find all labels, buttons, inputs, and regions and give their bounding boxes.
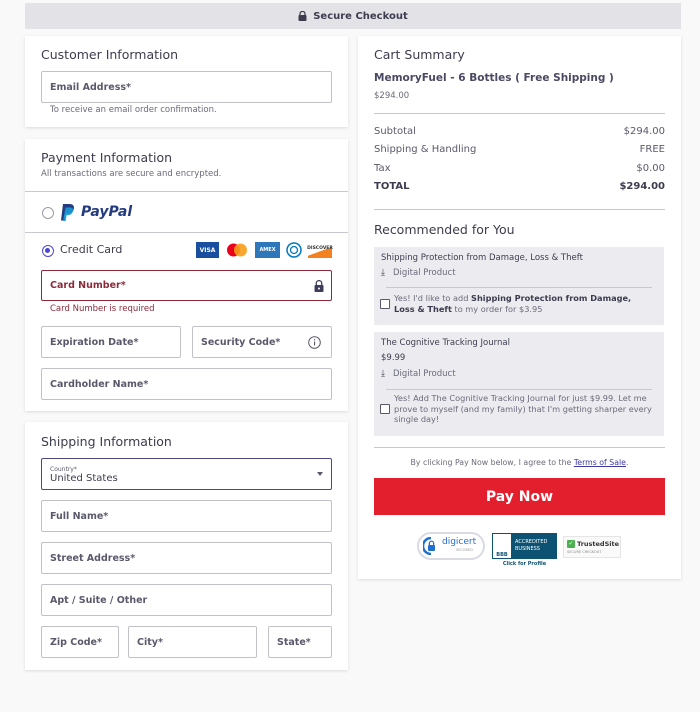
- email-field[interactable]: Email Address*: [41, 71, 332, 103]
- secure-checkout-bar: [25, 3, 681, 29]
- discover-icon: DISCOVER: [308, 242, 332, 258]
- amex-icon: AMEX: [255, 242, 280, 258]
- credit-card-label: Credit Card: [60, 243, 123, 256]
- diners-club-icon: [286, 242, 302, 258]
- recommendation-title: The Cognitive Tracking Journal: [381, 338, 510, 348]
- tax-row: Tax $0.00: [374, 163, 665, 174]
- paypal-radio[interactable]: [42, 207, 54, 219]
- payment-information-card: [25, 139, 348, 411]
- card-number-error: Card Number is required: [50, 304, 155, 314]
- bbb-logo-icon: BBB: [493, 534, 511, 558]
- paypal-logo-icon: [60, 203, 76, 222]
- divider: [374, 447, 665, 448]
- pay-now-button[interactable]: Pay Now: [374, 478, 665, 515]
- recommendation-title: Shipping Protection from Damage, Loss & Theft: [381, 253, 583, 263]
- city-field[interactable]: City*: [128, 626, 257, 658]
- digital-product-label: ⤓ Digital Product: [381, 369, 456, 379]
- paypal-label: PayPal: [81, 204, 133, 220]
- subtotal-row: Subtotal $294.00: [374, 126, 665, 137]
- download-icon: ⤓: [381, 268, 385, 278]
- lock-icon: [314, 280, 324, 292]
- secure-checkout-title: Secure Checkout: [313, 10, 408, 22]
- recommendation-price: $9.99: [381, 353, 406, 363]
- product-name: MemoryFuel - 6 Bottles ( Free Shipping ): [374, 72, 614, 84]
- digicert-lock-icon: [423, 537, 439, 555]
- divider: [374, 209, 665, 210]
- shipping-row: Shipping & Handling FREE: [374, 144, 665, 155]
- total-row: TOTAL $294.00: [374, 181, 665, 192]
- check-icon: ✓: [568, 540, 574, 547]
- mastercard-icon: [225, 242, 249, 258]
- country-value: United States: [50, 472, 118, 484]
- cognitive-journal-checkbox[interactable]: [380, 404, 390, 414]
- chevron-down-icon: [317, 472, 323, 476]
- credit-card-radio[interactable]: [42, 245, 54, 257]
- divider: [25, 191, 348, 192]
- card-brands: [196, 242, 332, 258]
- visa-icon: VISA: [196, 242, 219, 258]
- divider: [386, 287, 652, 288]
- card-number-field[interactable]: Card Number*: [41, 270, 332, 301]
- street-address-field[interactable]: Street Address*: [41, 542, 332, 574]
- payment-information-title: Payment Information: [41, 150, 173, 165]
- cardholder-name-field[interactable]: Cardholder Name*: [41, 368, 332, 400]
- full-name-field[interactable]: Full Name*: [41, 500, 332, 532]
- expiration-date-field[interactable]: Expiration Date*: [41, 326, 181, 358]
- payment-subtitle: All transactions are secure and encrypted.: [41, 169, 222, 179]
- recommended-title: Recommended for You: [374, 222, 515, 237]
- email-hint: To receive an email order confirmation.: [50, 105, 217, 115]
- product-price: $294.00: [374, 91, 410, 101]
- info-icon[interactable]: [308, 336, 321, 349]
- bbb-click-for-profile[interactable]: Click for Profile: [502, 561, 547, 567]
- state-field[interactable]: State*: [268, 626, 332, 658]
- download-icon: ⤓: [381, 369, 385, 379]
- cart-summary-card: [358, 36, 681, 579]
- country-label: Country*: [50, 465, 77, 473]
- digicert-badge[interactable]: digicert SECURED: [417, 532, 485, 560]
- terms-text: By clicking Pay Now below, I agree to the Terms of Sale.: [410, 458, 629, 467]
- shipping-information-card: [25, 422, 348, 670]
- shipping-protection-offer-text: Yes! I'd like to add Shipping Protection from Damage, Loss & Theft to my order for $3.95: [394, 293, 632, 314]
- divider: [25, 232, 348, 233]
- lock-icon: [298, 11, 307, 21]
- recommendation-cognitive-journal: [374, 332, 664, 436]
- shipping-protection-checkbox[interactable]: [380, 299, 390, 309]
- terms-of-sale-link[interactable]: Terms of Sale: [573, 458, 626, 467]
- country-select[interactable]: [41, 458, 332, 490]
- digital-product-label: ⤓ Digital Product: [381, 268, 456, 278]
- recommendation-shipping-protection: [374, 247, 664, 325]
- cart-summary-title: Cart Summary: [374, 47, 465, 62]
- divider: [386, 389, 652, 390]
- apt-suite-field[interactable]: Apt / Suite / Other: [41, 584, 332, 616]
- credit-card-option[interactable]: [41, 241, 332, 261]
- paypal-option[interactable]: [41, 201, 332, 225]
- security-code-field[interactable]: Security Code*: [192, 326, 332, 358]
- customer-information-title: Customer Information: [41, 47, 179, 62]
- customer-information-card: [25, 36, 348, 127]
- shipping-information-title: Shipping Information: [41, 434, 172, 449]
- cognitive-journal-offer-text: Yes! Add The Cognitive Tracking Journal for just $9.99. Let me prove to myself (and my family) that I'm getting sharper every single day!: [394, 393, 652, 424]
- trustedsite-badge[interactable]: ✓ TrustedSite SECURE CHECKOUT: [563, 536, 621, 558]
- bbb-badge[interactable]: BBB ACCREDITED BUSINESS: [492, 533, 557, 559]
- zip-code-field[interactable]: Zip Code*: [41, 626, 119, 658]
- divider: [374, 113, 665, 114]
